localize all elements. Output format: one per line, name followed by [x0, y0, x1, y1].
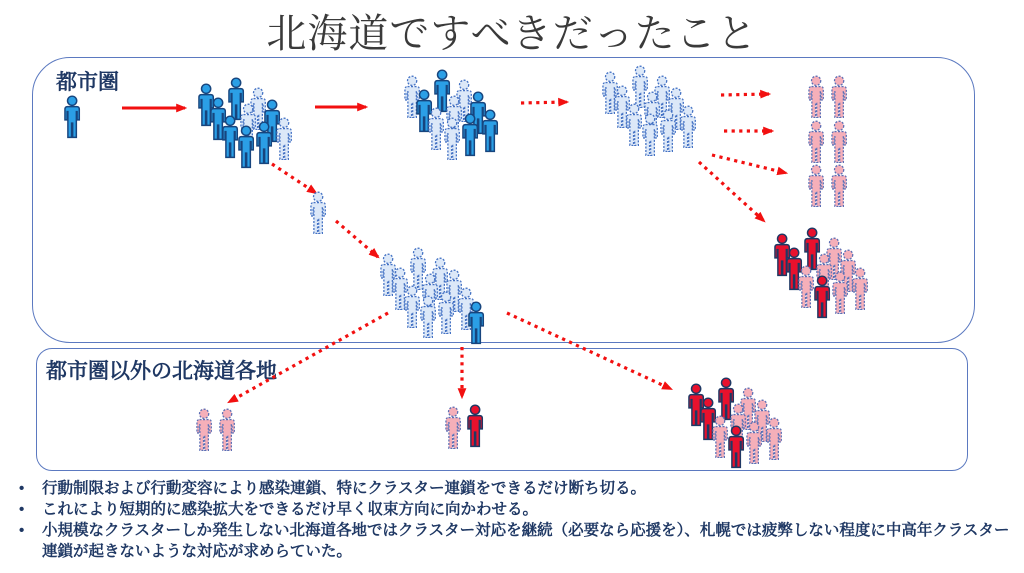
bullet-item: • 行動制限および行動変容により感染連鎖、特にクラスター連鎖をできるだけ断ち切る。	[12, 479, 1012, 500]
urban-area-box	[32, 57, 975, 343]
urban-area-label: 都市圏	[56, 71, 119, 94]
slide-title: 北海道ですべきだったこと	[266, 12, 758, 56]
rural-area-label: 都市圏以外の北海道各地	[46, 360, 277, 383]
bullet-item: • 小規模なクラスターしか発生しない北海道各地ではクラスター対応を継続（必要なら応援を）、札幌では疲弊しない程度に中高年クラスター連鎖が起きないような対応が求めらていた。	[12, 521, 1012, 562]
bullet-list	[12, 479, 1012, 563]
rural-area-box	[36, 348, 968, 471]
bullet-item: • これにより短期的に感染拡大をできるだけ早く収束方向に向かわせる。	[12, 500, 1012, 521]
